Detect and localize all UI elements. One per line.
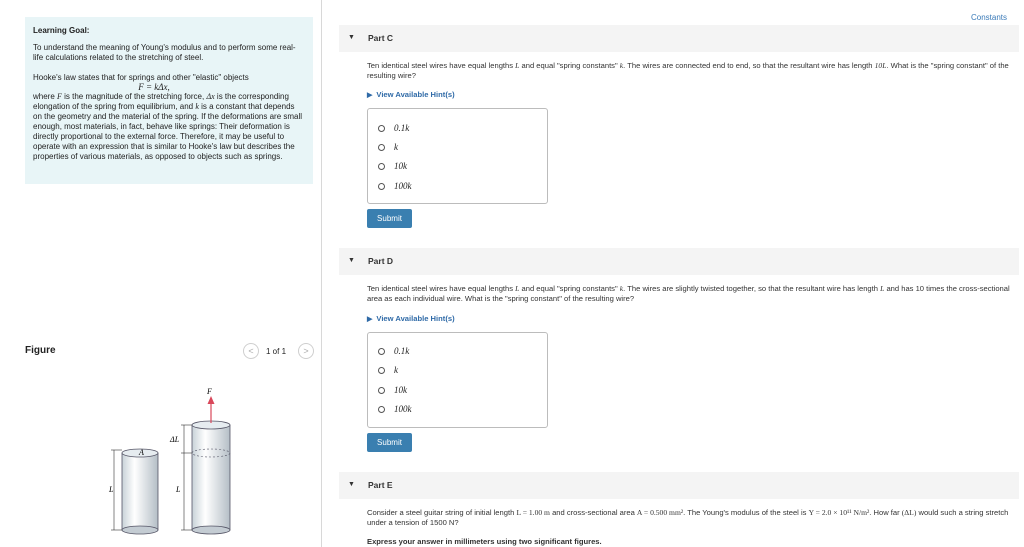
figure-prev-button[interactable]: < — [243, 343, 259, 359]
right-cylinder — [181, 421, 230, 534]
part-d-submit-button[interactable]: Submit — [367, 433, 412, 452]
part-c-hint-link[interactable]: ▶ View Available Hint(s) — [367, 90, 455, 99]
figure-header — [25, 343, 313, 361]
wire-figure — [100, 380, 250, 540]
radio-icon[interactable] — [378, 125, 385, 132]
left-panel — [0, 0, 322, 547]
label-length-right: L — [176, 485, 181, 494]
part-c-options — [367, 108, 548, 204]
var-dx: Δx — [206, 92, 215, 101]
radio-icon[interactable] — [378, 163, 385, 170]
learning-goal-body: where F is the magnitude of the stretching force, Δx is the corresponding elongation of the spring from equilibrium, and k is a constant that depends on the geometry and the material of the spring. If the deformations are small enough, most materials, in fact, behave like springs: Their deformation is directly proportional to the external force. Therefore, it may be useful to operate with an expression that is similar to Hooke's law but describes the properties of various materials, as opposed to objects such as springs. — [33, 92, 303, 161]
part-e-instruction: Express your answer in millimeters using two significant figures. — [367, 537, 602, 546]
var-f: F — [57, 92, 62, 101]
part-d-option-1[interactable]: 0.1k — [378, 345, 409, 357]
figure-next-button[interactable]: > — [298, 343, 314, 359]
part-d-option-2[interactable]: k — [378, 364, 398, 376]
part-c-title: Part C — [368, 33, 394, 43]
part-d-option-3[interactable]: 10k — [378, 384, 407, 396]
part-d-option-4[interactable]: 100k — [378, 403, 412, 415]
constants-link[interactable]: Constants — [970, 13, 1007, 22]
part-e-header[interactable] — [339, 472, 1019, 499]
part-d-header[interactable] — [339, 248, 1019, 275]
label-length-left: L — [109, 485, 114, 494]
part-c-question: Ten identical steel wires have equal lengths L and equal "spring constants" k. The wires are connected end to end, so that the resultant wire has length 10L. What is the "spring constant" of the resulting wire? — [367, 61, 1009, 80]
label-force: F — [207, 387, 212, 396]
expand-arrow-icon: ▶ — [367, 316, 373, 323]
force-arrow — [208, 396, 215, 423]
part-c-option-2[interactable]: k — [378, 141, 398, 153]
part-d-title: Part D — [368, 256, 394, 266]
collapse-arrow-icon[interactable]: ▼ — [348, 481, 355, 488]
hooke-formula: F = kΔx, — [138, 82, 170, 92]
var-k: k — [195, 102, 199, 111]
radio-icon[interactable] — [378, 183, 385, 190]
part-d-hint-link[interactable]: ▶ View Available Hint(s) — [367, 314, 455, 323]
figure-pager: 1 of 1 — [266, 347, 287, 356]
part-c-header[interactable] — [339, 25, 1019, 52]
collapse-arrow-icon[interactable]: ▼ — [348, 34, 355, 41]
learning-goal-intro: To understand the meaning of Young's modulus and to perform some real-life calculations related to the stretching of steel. — [33, 43, 296, 62]
collapse-arrow-icon[interactable]: ▼ — [348, 257, 355, 264]
part-c-option-3[interactable]: 10k — [378, 160, 407, 172]
figure-title: Figure — [25, 345, 56, 356]
part-e-title: Part E — [368, 480, 393, 490]
part-c-option-1[interactable]: 0.1k — [378, 122, 409, 134]
part-c-option-4[interactable]: 100k — [378, 180, 412, 192]
part-d-question: Ten identical steel wires have equal lengths L and equal "spring constants" k. The wires are slightly twisted together, so that the resultant wire has length L and has 10 times the cross-sectional area as each individual wire. What is the "spring constant" of the resulting wire? — [367, 284, 1010, 303]
radio-icon[interactable] — [378, 387, 385, 394]
expand-arrow-icon: ▶ — [367, 92, 373, 99]
right-panel — [322, 0, 1024, 547]
radio-icon[interactable] — [378, 367, 385, 374]
learning-goal-box — [25, 17, 313, 184]
label-delta-l: ΔL — [170, 435, 180, 444]
radio-icon[interactable] — [378, 348, 385, 355]
label-area: A — [139, 448, 144, 457]
part-c-submit-button[interactable]: Submit — [367, 209, 412, 228]
hooke-lead: Hooke's law states that for springs and other "elastic" objects — [33, 73, 249, 82]
left-cylinder — [111, 449, 158, 534]
part-e-question: Consider a steel guitar string of initial length L = 1.00 m and cross-sectional area A = 0.500 mm². The Young's modulus of the steel is Y = 2.0 × 10¹¹ N/m². How far (ΔL) would such a string stretch under a tension of 1500 N? — [367, 508, 1009, 527]
learning-goal-title: Learning Goal: — [33, 26, 90, 35]
radio-icon[interactable] — [378, 144, 385, 151]
radio-icon[interactable] — [378, 406, 385, 413]
part-d-options — [367, 332, 548, 428]
